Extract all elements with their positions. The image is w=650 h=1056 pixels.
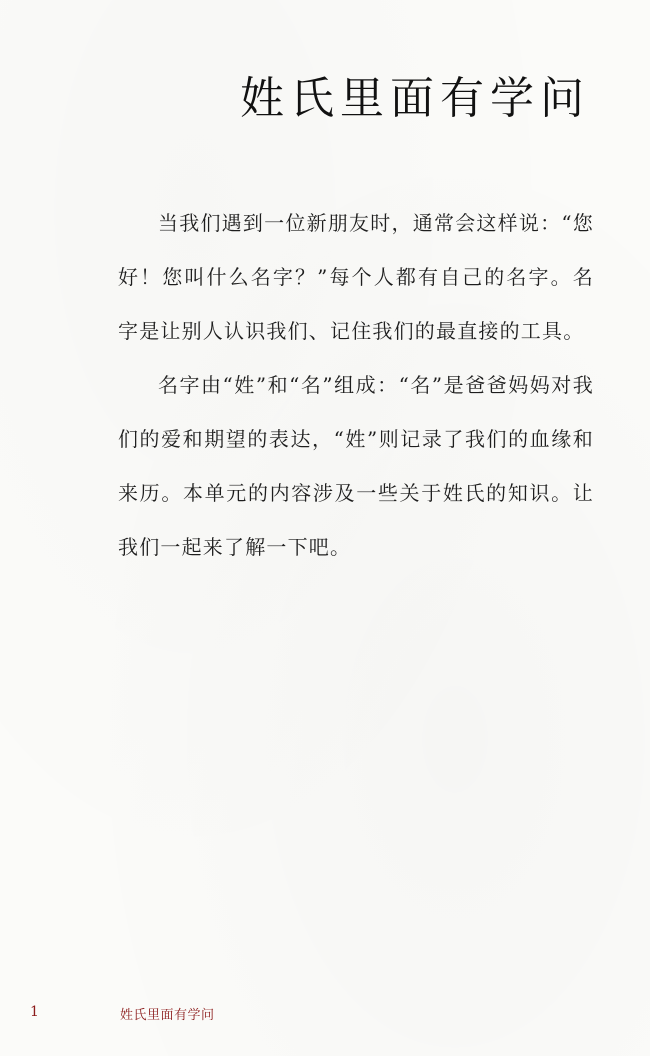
chapter-title: 姓氏里面有学问	[240, 73, 590, 124]
running-title: 姓氏里面有学问	[120, 1008, 215, 1023]
paragraph-intro: 当我们遇到一位新朋友时，通常会这样说：“您好！您叫什么名字？”每个人都有自己的名字。名字是让别人认识我们、记住我们的最直接的工具。	[118, 211, 594, 343]
body-text	[118, 196, 594, 574]
page-number: 1	[30, 1004, 39, 1020]
paragraph-name-parts: 名字由“姓”和“名”组成：“名”是爸爸妈妈对我们的爱和期望的表达，“姓”则记录了我们的血缘和来历。本单元的内容涉及一些关于姓氏的知识。让我们一起来了解一下吧。	[118, 373, 594, 559]
